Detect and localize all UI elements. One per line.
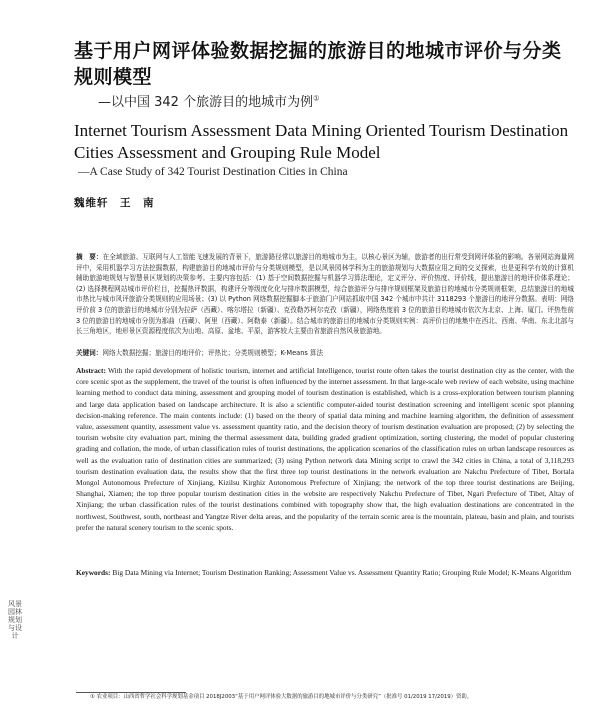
subtitle-footnote-marker: ① bbox=[313, 94, 320, 103]
footnote-divider bbox=[76, 692, 186, 693]
abstract-english-text: With the rapid development of holistic tourism, internet and artificial Intelligence, tourist route often takes the tourist destination city as the center, with the core scenic spot as the supplement, the travel of the tourist is often influenced by the internet assessment. In that large-scale web review of each website, using machine learning method to conduct data mining, assessment and grouping model of tourism destination is established, which is a cross-exploration between tourism planning and large data application based on landscape architecture. It is also a scientific computer-aided tourist destination screening and intelligent scenic spot planning decision-making reference. The main contents include: (1) based on the theory of spatial data mining and machine learning algorithm, the definition of assessment value, assessment quantity, assessment value vs. assessment quantity ratio, and the decision theory of tourism destination evaluation are proposed; (2) by selecting the tourism website city evaluation part, mining the thermal assessment data, building graded gradient optimization, sorting clustering, the model of popular clustering grading and collation, the mode, of urban classification rules of tourist destinations, the application scenarios of the classification rules on urban landscape resources as well as the evaluation ratio of destination cities are summarized; (3) using Python network data Mining script to crawl the 342 cities in China, a total of 3,118,293 tourism destination evaluation data, the results show that the first three top tourist destinations in the network evaluation are Nakchu Prefecture of Tibet, Bortala Mongol Autonomous Prefecture of Xinjiang, Kizilsu Kirghiz Autonomous Prefecture of Xinjiang; the network of the top three tourist destinations are Beijing, Shanghai, Xiamen; the top three popular tourism destination cities in the website are respectively Nakchu Prefecture of Tibet, Ngari Prefecture of Tibet, Altay of Xinjiang; the urban classification rules of the tourist destinations combined with topography show that, the high evaluation destinations are concentrated in the northwest, Southwest, south, northeast and Yangtze River delta areas, and the popularity of the terrain scenic area is the mountain, plateau, basin and plain, and tourists prefer the natural scenery tourism to the scenic spots. bbox=[76, 366, 574, 532]
footnote-text: 农业项目：山西省哲学社会科学规划基金项目 2018J2003“基于用户网评体验大数据的旅游目的地城市评价与分类研究”（批准号 01/2019 17/2019）资助。 bbox=[96, 694, 473, 700]
abstract-english-label: Abstract: bbox=[76, 366, 106, 375]
subtitle-chinese-text: —以中国 342 个旅游目的地城市为例 bbox=[98, 95, 314, 110]
footnote bbox=[90, 694, 574, 702]
authors: 魏维轩 王 南 bbox=[74, 197, 155, 209]
title-chinese: 基于用户网评体验数据挖掘的旅游目的地城市评价与分类规则模型 bbox=[74, 40, 562, 88]
keywords-english-label: Keywords: bbox=[76, 568, 111, 577]
keywords-chinese bbox=[76, 348, 574, 358]
footnote-marker: ① bbox=[90, 694, 95, 700]
keywords-english bbox=[76, 567, 574, 578]
keywords-chinese-label: 关键词： bbox=[76, 349, 103, 357]
abstract-english bbox=[76, 365, 574, 533]
title-english: Internet Tourism Assessment Data Mining Oriented Tourism Destination Cities Assessment and Grouping Rule Model bbox=[74, 121, 569, 162]
journal-side-label: 风景园林规划与设计 bbox=[8, 600, 22, 640]
subtitle-english: —A Case Study of 342 Tourist Destination Cities in China bbox=[78, 166, 348, 178]
keywords-english-text: Big Data Mining via Internet; Tourism Destination Ranking; Assessment Value vs. Assessment Quantity Ratio; Grouping Rule Model; K-Means Algorithm bbox=[112, 568, 572, 577]
subtitle-chinese bbox=[98, 91, 319, 110]
abstract-chinese-label: 摘 要： bbox=[76, 253, 103, 261]
abstract-chinese bbox=[76, 252, 574, 337]
abstract-chinese-text: 在全域旅游、互联网与人工智能飞速发展的背景下，旅游路径常以旅游目的地城市为主，以核心景区为辅，旅游者的出行常受到网评体验的影响。各景网站海量网评中，采用机器学习方法挖掘数据，构建旅游目的地城市评价与分类规则模型，是以风景园林学科为主的旅游规划与大数据应用之间的交叉探索，也是更科学有效的计算机辅助旅游地规划与智慧景区规划的决策参考。主要内容包括：(1) 基于空间数据挖掘与机器学习算法理论，定义评分、评价热度、评价线，提出旅游目的地评价体系理论；(2) 选择携程网站城市评价栏目，挖掘热评数据，构建评分等级度化化与排序数据模型，综合旅游评分与排序规则框架及旅游目的地城市分类规则框架，总结旅游目的地城市热比与城市风评旅游分类规则的应用场景；(3) 以 Python 网络数据挖掘脚本于旅游门户网站抓取中国 342 个城市中共计 3118293 个旅游目的地评分数据。表明：网络评价前 3 位的旅游目的地城市分别为拉萨（西藏）、喀尔塔拉（新疆）、克孜勒苏柯尔克孜（新疆），网络热度前 3 位的旅游目的地城市依次为北京、上海、厦门。评热性前 3 位的旅游目的地城市分别为那曲（西藏）、阿里（西藏）、阿勒泰（新疆）。结合城市的旅游目的地城市分类规则实例：高评价目的地集中在西北、西南、华南、东北北部与长三角地区，地形景区资源程度依次为山地、高原、盆地、平原，游客较大主要由省旅游自然风景旅游地。 bbox=[76, 253, 574, 336]
keywords-chinese-text: 网络大数据挖掘；旅游目的地评价；评热比；分类规则模型；K-Means 算法 bbox=[102, 349, 324, 357]
